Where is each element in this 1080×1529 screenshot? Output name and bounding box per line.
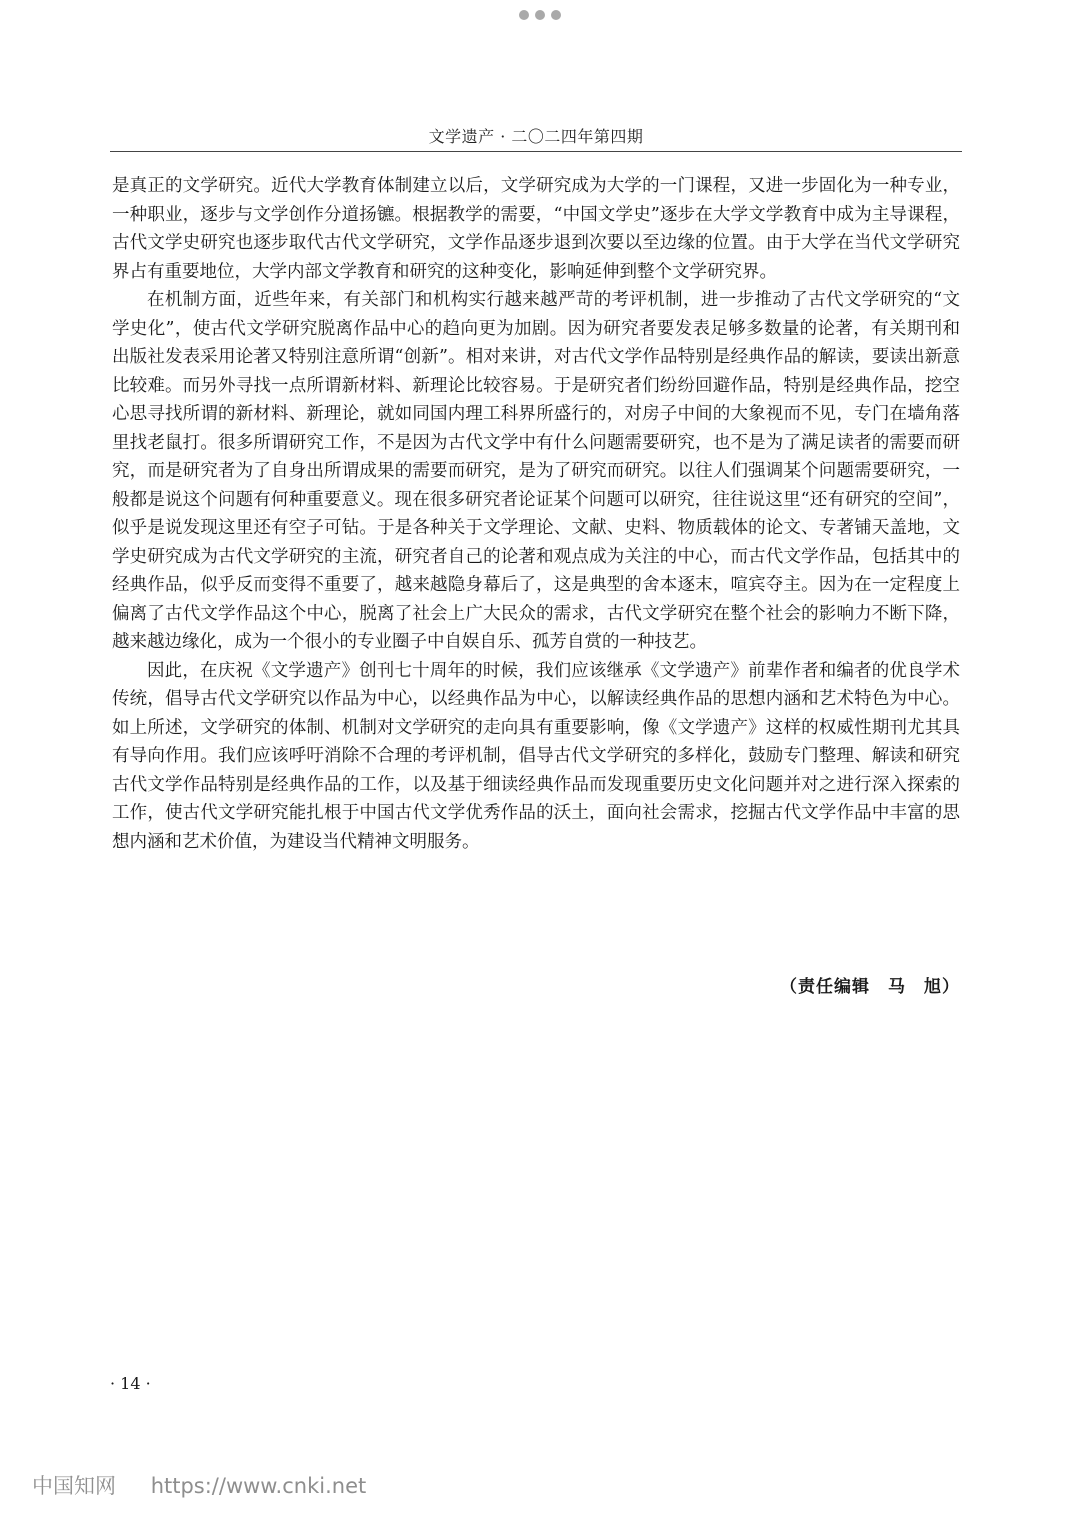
paragraph-2: 在机制方面，近些年来，有关部门和机构实行越来越严苛的考评机制，进一步推动了古代文学研究的“文学史化”，使古代文学研究脱离作品中心的趋向更为加剧。因为研究者要发表足够多数量的论著，有关期刊和出版社发表采用论著又特别注意所谓“创新”。相对来讲，对古代文学作品特别是经典作品的解读，要读出新意比较难。而另外寻找一点所谓新材料、新理论比较容易。于是研究者们纷纷回避作品，特别是经典作品，挖空心思寻找所谓的新材料、新理论，就如同国内理工科界所盛行的，对房子中间的大象视而不见，专门在墙角落里找老鼠打。很多所谓研究工作，不是因为古代文学中有什么问题需要研究，也不是为了满足读者的需要而研究，而是研究者为了自身出所谓成果的需要而研究，是为了研究而研究。以往人们强调某个问题需要研究，一般都是说这个问题有何种重要意义。现在很多研究者论证某个问题可以研究，往往说这里“还有研究的空间”，似乎是说发现这里还有空子可钻。于是各种关于文学理论、文献、史料、物质载体的论文、专著铺天盖地，文学史研究成为古代文学研究的主流，研究者自己的论著和观点成为关注的中心，而古代文学作品，包括其中的经典作品，似乎反而变得不重要了，越来越隐身幕后了，这是典型的舍本逐末，喧宾夺主。因为在一定程度上偏离了古代文学作品这个中心，脱离了社会上广大民众的需求，古代文学研究在整个社会的影响力不断下降，越来越边缘化，成为一个很小的专业圈子中自娱自乐、孤芳自赏的一种技艺。 [112,290,960,652]
more-dot [535,10,545,20]
editor-credit: （责任编辑 马 旭） [780,977,960,997]
paragraph-1: 是真正的文学研究。近代大学教育体制建立以后，文学研究成为大学的一门课程，又进一步固化为一种专业，一种职业，逐步与文学创作分道扬镳。根据教学的需要，“中国文学史”逐步在大学文学教育中成为主导课程，古代文学史研究也逐步取代古代文学研究，文学作品逐步退到次要以至边缘的位置。由于大学在当代文学研究界占有重要地位，大学内部文学教育和研究的这种变化，影响延伸到整个文学研究界。 [112,176,960,282]
more-dots-icon[interactable] [0,10,1080,20]
source-watermark [32,1470,366,1500]
page-number: · 14 · [110,1374,151,1393]
more-dot [551,10,561,20]
paragraph-3: 因此，在庆祝《文学遗产》创刊七十周年的时候，我们应该继承《文学遗产》前辈作者和编者的优良学术传统，倡导古代文学研究以作品为中心，以经典作品为中心，以解读经典作品的思想内涵和艺术特色为中心。如上所述，文学研究的体制、机制对文学研究的走向具有重要影响，像《文学遗产》这样的权威性期刊尤其具有导向作用。我们应该呼吁消除不合理的考评机制，倡导古代文学研究的多样化，鼓励专门整理、解读和研究古代文学作品特别是经典作品的工作，以及基于细读经典作品而发现重要历史文化问题并对之进行深入探索的工作，使古代文学研究能扎根于中国古代文学优秀作品的沃土，面向社会需求，挖掘古代文学作品中丰富的思想内涵和艺术价值，为建设当代精神文明服务。 [112,660,960,852]
watermark-brand: 中国知网 [32,1474,116,1498]
watermark-url: https://www.cnki.net [150,1474,367,1498]
running-head: 文学遗产 · 二〇二四年第四期 [428,127,644,146]
article-body [112,172,960,856]
header-rule [110,151,962,152]
more-dot [519,10,529,20]
